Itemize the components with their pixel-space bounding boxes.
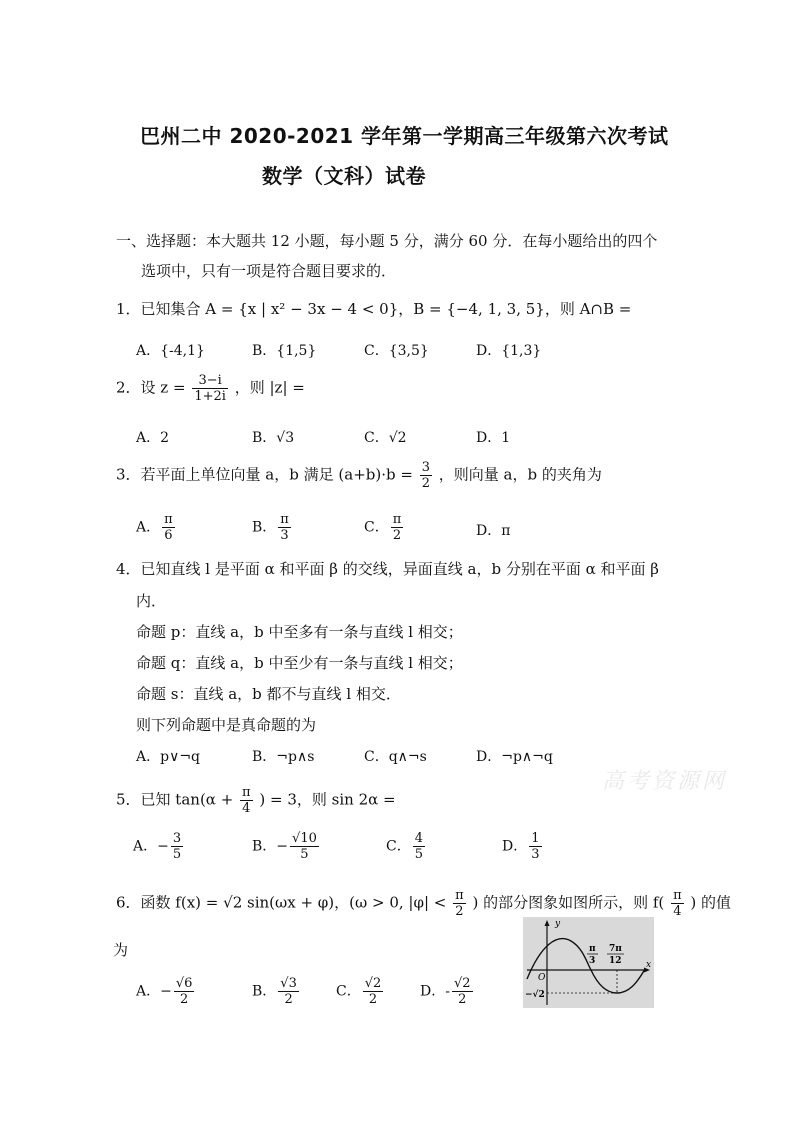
q6-fraction-2-num: π <box>673 888 682 903</box>
q5-option-b-num: √10 <box>292 831 317 846</box>
q5-option-c-num: 4 <box>414 831 423 846</box>
sine-curve <box>527 939 645 993</box>
q2-stem <box>116 373 305 404</box>
q3-stem-prefix: 3．若平面上单位向量 a，b 满足 (a+b)·b = <box>116 465 413 484</box>
q6-option-b <box>252 976 301 1007</box>
q5-option-a-letter: A．− <box>133 838 169 855</box>
q5-stem-prefix: 5．已知 tan(α + <box>116 790 234 809</box>
exam-title-line1: 巴州二中 2020-2021 学年第一学期高三年级第六次考试 <box>140 124 669 148</box>
q6-option-d-num: √2 <box>453 976 471 991</box>
q3-option-a-fraction <box>162 512 175 543</box>
q4-proposition-s: 命题 s：直线 a，b 都不与直线 l 相交． <box>136 685 401 703</box>
q3-fraction <box>420 460 432 491</box>
q5-fraction <box>240 785 253 816</box>
q3-option-c-den: 2 <box>392 528 402 543</box>
watermark: 高考资源网 <box>602 769 728 794</box>
q6-option-c-fraction <box>363 976 384 1007</box>
q3-option-a-num: π <box>164 512 173 527</box>
q3-option-c-letter: C． <box>364 519 389 536</box>
q2-fraction <box>192 373 228 404</box>
q3-option-b-num: π <box>280 512 289 527</box>
q5-option-b-letter: B．− <box>252 838 289 855</box>
q2-option-d: D．1 <box>476 430 511 446</box>
q6-option-b-letter: B． <box>252 983 277 1000</box>
q6-fraction-2-den: 4 <box>673 904 682 919</box>
q3-option-c-num: π <box>392 512 402 527</box>
q6-stem-mid: ) 的部分图象如图所示，则 f( <box>472 893 665 912</box>
q2-stem-suffix: ，则 |z| = <box>234 378 305 397</box>
q5-option-a-fraction <box>171 831 183 862</box>
q6-option-b-fraction <box>278 976 299 1007</box>
q2-fraction-num: 3−i <box>192 373 228 389</box>
q5-stem <box>116 785 396 816</box>
q6-fraction-2 <box>671 888 684 919</box>
q6-stem-prefix: 6．函数 f(x) = √2 sin(ωx + φ)，(ω > 0, |φ| < <box>116 893 447 912</box>
q1-option-d: D．{1,3} <box>476 343 542 359</box>
q5-option-b-den: 5 <box>300 847 309 862</box>
q5-option-c-letter: C． <box>386 838 411 855</box>
q6-option-d-fraction <box>452 976 473 1007</box>
tick1-denominator: 3 <box>589 956 596 966</box>
q6-fraction-1-num: π <box>455 888 464 903</box>
q6-option-a-letter: A．− <box>136 983 172 1000</box>
q6-option-a-den: 2 <box>179 992 189 1007</box>
q3-option-b-letter: B． <box>252 519 277 536</box>
q2-option-c: C．√2 <box>364 430 407 446</box>
q4-option-c: C．q∧¬s <box>364 749 427 765</box>
q5-option-c-fraction <box>413 831 425 862</box>
q6-option-b-den: 2 <box>284 992 293 1007</box>
q6-fraction-1 <box>453 888 466 919</box>
q3-option-d-value: π <box>501 523 511 539</box>
q3-option-c <box>364 512 405 543</box>
q5-option-a-den: 5 <box>172 847 182 862</box>
q5-option-d-fraction <box>529 831 541 862</box>
q6-sine-graph-svg <box>523 917 654 1008</box>
q5-option-d-num: 1 <box>531 831 540 846</box>
q6-sine-graph-figure <box>523 917 654 1008</box>
q2-option-b: B．√3 <box>252 430 295 446</box>
q4-option-a: A．p∨¬q <box>136 749 201 765</box>
x-axis-label: x <box>646 960 652 970</box>
q2-option-a: A．2 <box>136 430 170 446</box>
q5-option-b <box>252 831 321 862</box>
origin-label: O <box>538 973 546 983</box>
q4-option-d: D．¬p∧¬q <box>476 749 553 765</box>
q3-option-b <box>252 512 293 543</box>
q6-option-b-num: √3 <box>280 976 297 991</box>
q3-option-d-letter: D． <box>476 523 502 539</box>
q3-stem <box>116 460 602 491</box>
q5-option-d-den: 3 <box>531 847 540 862</box>
q5-fraction-den: 4 <box>242 801 251 816</box>
q6-option-d-den: 2 <box>458 992 467 1007</box>
q6-option-c <box>336 976 385 1007</box>
q3-option-a <box>136 512 177 543</box>
q6-option-a-num: √6 <box>175 976 193 991</box>
q6-option-c-letter: C． <box>336 983 361 1000</box>
min-value-label: −√2 <box>525 990 545 1000</box>
q6-stem-line2: 为 <box>113 941 129 959</box>
q6-fraction-1-den: 2 <box>455 904 464 919</box>
q3-option-d <box>476 520 510 540</box>
q3-option-a-den: 6 <box>164 528 173 543</box>
q5-fraction-num: π <box>242 785 251 800</box>
section-instructions-line2: 选项中，只有一项是符合题目要求的． <box>141 262 397 280</box>
q5-option-d <box>502 831 544 862</box>
q4-stem-line2: 内． <box>136 592 167 610</box>
q3-option-a-letter: A． <box>136 519 161 536</box>
q3-stem-suffix: ，则向量 a，b 的夹角为 <box>438 465 602 484</box>
q3-option-c-fraction <box>391 512 404 543</box>
q3-fraction-den: 2 <box>421 476 430 491</box>
q4-option-b: B．¬p∧s <box>252 749 315 765</box>
tick1-numerator: π <box>589 944 596 954</box>
q1-option-c: C．{3,5} <box>364 343 429 359</box>
q1-stem: 1．已知集合 A = {x | x² − 3x − 4 < 0}，B = {−4, 1, 3, 5}，则 A∩B = <box>116 300 632 318</box>
tick2-numerator: 7π <box>609 944 622 954</box>
q4-proposition-q: 命题 q：直线 a，b 中至少有一条与直线 l 相交； <box>136 654 463 672</box>
q3-option-b-fraction <box>278 512 291 543</box>
tick2-denominator: 12 <box>609 956 622 966</box>
exam-title-line2: 数学（文科）试卷 <box>262 164 426 188</box>
q3-fraction-num: 3 <box>421 460 430 475</box>
q4-stem-line1: 4．已知直线 l 是平面 α 和平面 β 的交线，异面直线 a，b 分别在平面 α 和平面 β <box>116 560 659 578</box>
q2-fraction-den: 1+2i <box>194 389 226 404</box>
q6-option-d <box>420 976 475 1007</box>
section-instructions-line1: 一、选择题：本大题共 12 小题，每小题 5 分，满分 60 分．在每小题给出的四个 <box>116 232 658 250</box>
q6-stem <box>116 888 731 919</box>
q6-option-c-den: 2 <box>368 992 378 1007</box>
q5-option-a <box>133 831 185 862</box>
q3-option-b-den: 3 <box>280 528 289 543</box>
q2-stem-prefix: 2．设 z = <box>116 378 186 397</box>
q1-option-b: B．{1,5} <box>252 343 317 359</box>
q4-question: 则下列命题中是真命题的为 <box>136 716 317 734</box>
q6-option-c-num: √2 <box>364 976 382 991</box>
q5-option-d-letter: D． <box>502 838 528 855</box>
q6-option-d-letter: D．- <box>420 983 450 1000</box>
q5-option-b-fraction <box>290 831 319 862</box>
q6-option-a-fraction <box>174 976 195 1007</box>
q1-option-a: A．{-4,1} <box>136 343 205 359</box>
q5-option-c <box>386 831 427 862</box>
q5-stem-suffix: ) = 3，则 sin 2α = <box>259 790 396 809</box>
y-axis-label: y <box>555 919 561 929</box>
q4-proposition-p: 命题 p：直线 a，b 中至多有一条与直线 l 相交； <box>136 623 463 641</box>
y-axis-arrow-icon <box>545 920 550 926</box>
q5-option-a-num: 3 <box>172 831 182 846</box>
q5-option-c-den: 5 <box>414 847 423 862</box>
q6-option-a <box>136 976 196 1007</box>
q6-stem-suffix: ) 的值 <box>690 893 732 912</box>
